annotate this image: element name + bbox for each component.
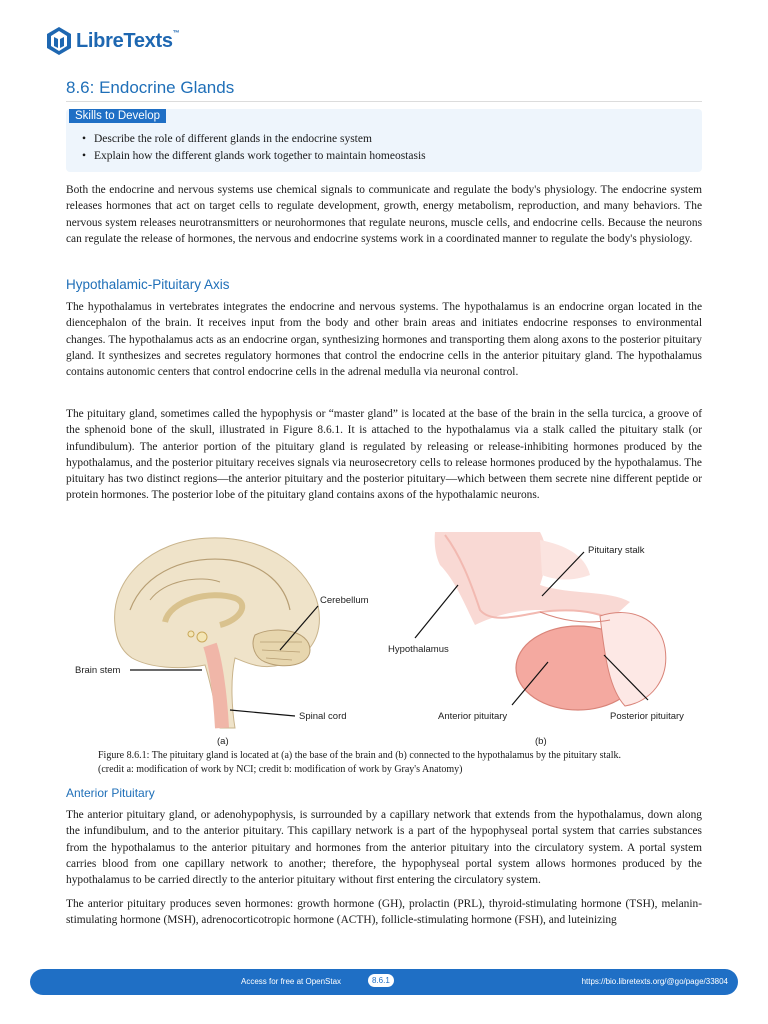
page-footer (30, 969, 738, 995)
label-cerebellum: Cerebellum (320, 595, 369, 606)
paragraph-anterior-hormones: The anterior pituitary produces seven hormones: growth hormone (GH), prolactin (PRL), thyroid-stimulating hormone (TSH), melanin-stimulating hormone (MSH), adrenocorticotropic hormone (ACTH), follicle-stimulating hormone (FSH), and luteinizing (66, 898, 702, 927)
paragraph-hypothalamus: The hypothalamus in vertebrates integrates the endocrine and nervous systems. The hypothalamus is an endocrine organ located in the diencephalon of the brain. It receives input from the body and other brain areas and initiates endocrine responses to environmental changes. The hypothalamus acts as an endocrine organ, synthesizing hormones and transporting them along axons to the posterior pituitary gland. It synthesizes and secretes regulatory hormones that control the endocrine cells in the anterior pituitary gland. The hypothalamus contains autonomic centers that control endocrine cells in the adrenal medulla via neuronal control. (66, 301, 702, 379)
page-title: 8.6: Endocrine Glands (66, 78, 235, 97)
figure-caption (98, 749, 698, 776)
figure-caption-credit: (credit a: modification of work by NCI; credit b: modification of work by Gray's Anatomy) (98, 763, 463, 775)
footer-url-link[interactable]: https://bio.libretexts.org/@go/page/33804 (581, 977, 728, 986)
label-brain-stem: Brain stem (75, 665, 121, 676)
footer-access-text[interactable]: Access for free at OpenStax (241, 977, 342, 986)
skills-item: • Describe the role of different glands in the endocrine system (82, 131, 426, 148)
section-heading-hypothalamic-pituitary: Hypothalamic-Pituitary Axis (66, 277, 230, 292)
paragraph-anterior-pituitary: The anterior pituitary gland, or adenohypophysis, is surrounded by a capillary network that extends from the hypothalamus, down along the infundibulum, and to the anterior pituitary. This capillary network is a part of the hypophyseal portal system that carries substances from the hypothalamus to the anterior pituitary and hormones from the anterior pituitary into the circulatory system. A portal system carries blood from one capillary network to another; therefore, the hypophyseal portal system allows hormones produced by the hypothalamus to be carried directly to the anterior pituitary without first entering the circulatory system. (66, 809, 702, 887)
figure-pituitary-illustration (70, 530, 710, 748)
title-divider (66, 101, 702, 102)
logo-wordmark: LibreTexts™ (76, 29, 180, 52)
paragraph-pituitary-gland: The pituitary gland, sometimes called the hypophysis or “master gland” is located at the base of the brain in the sella turcica, a groove of the sphenoid bone of the skull, illustrated in Figure 8.6.1. It is attached to the hypothalamus via a stalk called the pituitary stalk (or infundibulum). The anterior portion of the pituitary gland is regulated by releasing or release-inhibiting hormones produced by the hypothalamus, and the posterior pituitary receives signals via neurosecretory cells to release hormones produced by the hypothalamus. The pituitary has two distinct regions—the anterior pituitary and the posterior pituitary—which between them secrete nine different peptide or protein hormones. The posterior lobe of the pituitary gland contains axons of the hypothalamic neurons. (66, 408, 702, 502)
skills-heading: Skills to Develop (69, 109, 166, 123)
label-hypothalamus: Hypothalamus (388, 644, 449, 655)
label-posterior-pituitary: Posterior pituitary (610, 711, 684, 722)
skills-list (82, 131, 426, 165)
figure-label-b: (b) (535, 736, 547, 747)
label-spinal-cord: Spinal cord (299, 711, 347, 722)
skills-item: • Explain how the different glands work together to maintain homeostasis (82, 148, 426, 165)
footer-page-number-badge: 8.6.1 (368, 974, 394, 987)
figure-label-a: (a) (217, 736, 229, 747)
figure-caption-line-1: Figure 8.6.1: The pituitary gland is located at (a) the base of the brain and (b) connected to the hypothalamus by the pituitary stalk. (98, 750, 622, 761)
libretexts-logo-icon (46, 26, 72, 56)
label-anterior-pituitary: Anterior pituitary (438, 711, 508, 722)
label-pituitary-stalk: Pituitary stalk (588, 545, 645, 556)
section-heading-anterior-pituitary: Anterior Pituitary (66, 786, 155, 800)
brain-illustration (115, 538, 320, 728)
libretexts-logo[interactable] (46, 26, 179, 56)
skills-to-develop-box (66, 109, 702, 172)
intro-paragraph: Both the endocrine and nervous systems use chemical signals to communicate and regulate the body's physiology. The endocrine system releases hormones that act on target cells to regulate development, growth, energy metabolism, reproduction, and many behaviors. The nervous system releases neurotransmitters or neurohormones that regulate neurons, muscle cells, and endocrine cells. Because the neurons can regulate the release of hormones, the nervous and endocrine systems work in a coordinated manner to regulate the body's physiology. (66, 184, 702, 245)
